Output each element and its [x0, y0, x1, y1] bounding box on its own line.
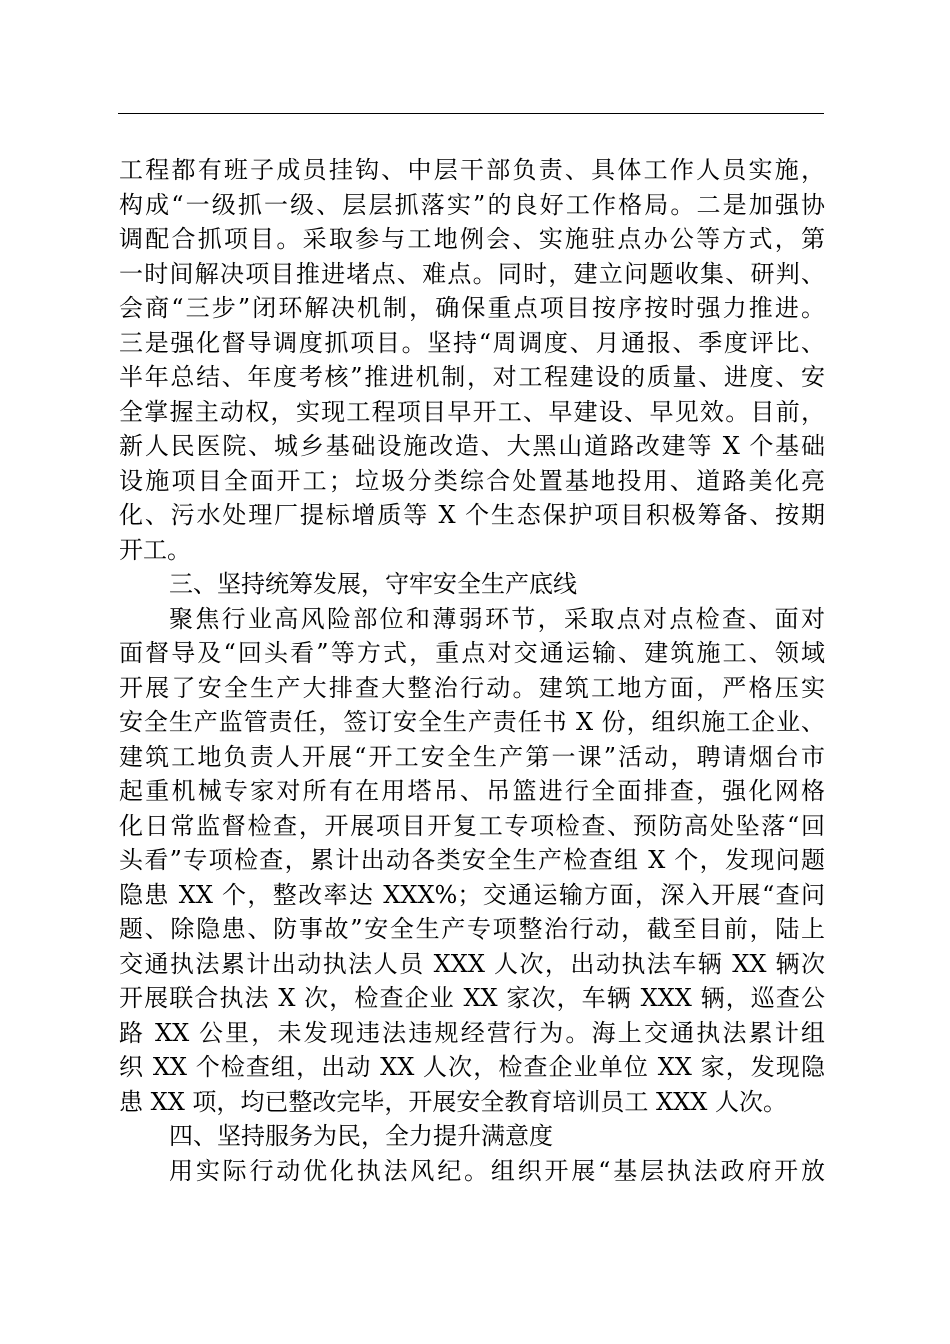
text-line: 织 XX 个检查组，出动 XX 人次，检查企业单位 XX 家，发现隐 [119, 1053, 825, 1081]
text-line: 面督导及“回头看”等方式，重点对交通运输、建筑施工、领域 [119, 639, 825, 667]
text-line: 三是强化督导调度抓项目。坚持“周调度、月通报、季度评比、 [119, 328, 825, 357]
text-line: 题、除隐患、防事故”安全生产专项整治行动，截至目前，陆上 [119, 915, 825, 943]
text-line: 开展联合执法 X 次，检查企业 XX 家次，车辆 XXX 辆，巡查公 [119, 984, 825, 1012]
text-line: 安全生产监管责任，签订安全生产责任书 X 份，组织施工企业、 [119, 708, 825, 736]
text-line: 建筑工地负责人开展“开工安全生产第一课”活动，聘请烟台市 [119, 742, 825, 771]
text-line: 用实际行动优化执法风纪。组织开展“基层执法政府开放 [169, 1156, 825, 1185]
text-line: 调配合抓项目。采取参与工地例会、实施驻点办公等方式，第 [119, 225, 825, 253]
text-line: 新人民医院、城乡基础设施改造、大黑山道路改建等 X 个基础 [119, 432, 825, 460]
header-rule [118, 113, 824, 114]
text-line: 开工。 [119, 535, 191, 564]
text-line: 设施项目全面开工；垃圾分类综合处置基地投用、道路美化亮 [119, 466, 825, 495]
document-body [119, 153, 825, 1188]
text-line: 路 XX 公里，未发现违法违规经营行为。海上交通执法累计组 [119, 1018, 825, 1047]
text-line: 聚焦行业高风险部位和薄弱环节，采取点对点检查、面对 [169, 604, 825, 633]
text-line: 患 XX 项，均已整改完毕，开展安全教育培训员工 XXX 人次。 [119, 1087, 787, 1116]
text-line: 化日常监督检查，开展项目开复工专项检查、预防高处坠落“回 [119, 811, 825, 840]
text-line: 构成“一级抓一级、层层抓落实”的良好工作格局。二是加强协 [119, 190, 825, 219]
text-line: 会商“三步”闭环解决机制，确保重点项目按序按时强力推进。 [119, 294, 825, 322]
text-line: 起重机械专家对所有在用塔吊、吊篮进行全面排查，强化网格 [119, 777, 825, 805]
text-line: 全掌握主动权，实现工程项目早开工、早建设、早见效。目前， [119, 397, 825, 426]
text-line: 工程都有班子成员挂钩、中层干部负责、具体工作人员实施， [119, 156, 825, 184]
text-line: 头看”专项检查，累计出动各类安全生产检查组 X 个，发现问题 [119, 846, 825, 874]
text-line: 一时间解决项目推进堵点、难点。同时，建立问题收集、研判、 [119, 259, 825, 288]
text-line: 化、污水处理厂提标增质等 X 个生态保护项目积极筹备、按期 [119, 501, 825, 529]
section-heading: 四、坚持服务为民，全力提升满意度 [169, 1122, 553, 1150]
text-line: 隐患 XX 个，整改率达 XXX%；交通运输方面，深入开展“查问 [119, 880, 825, 909]
text-line: 开展了安全生产大排查大整治行动。建筑工地方面，严格压实 [119, 673, 825, 702]
text-line: 半年总结、年度考核”推进机制，对工程建设的质量、进度、安 [119, 363, 825, 391]
text-line: 交通执法累计出动执法人员 XXX 人次，出动执法车辆 XX 辆次 [119, 949, 825, 978]
section-heading: 三、坚持统筹发展，守牢安全生产底线 [169, 570, 577, 598]
